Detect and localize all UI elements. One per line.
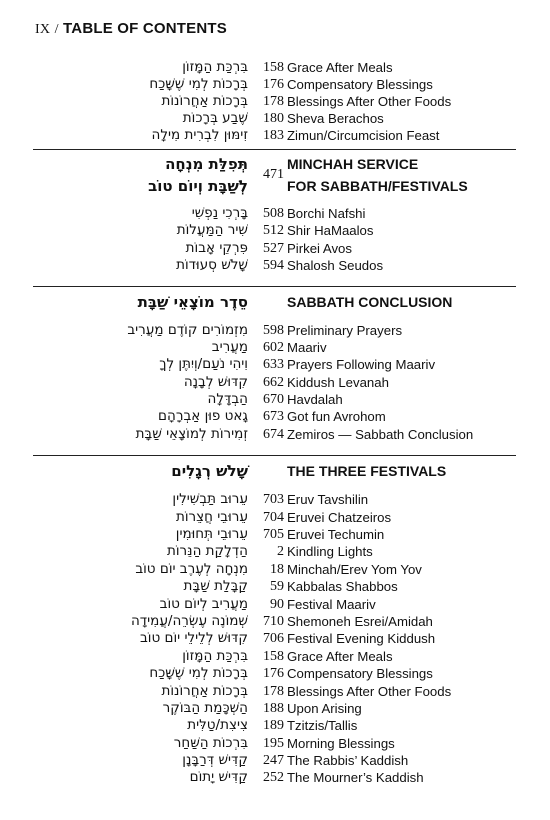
section-header-festivals (0, 460, 550, 482)
section-title-english: MINCHAH SERVICE (287, 156, 419, 172)
section-header-minchah (0, 153, 550, 199)
toc-entry (0, 356, 550, 373)
toc-entry-english: Shir HaMaalos (287, 223, 374, 238)
toc-entry (0, 683, 550, 700)
toc-entry-page: 512 (263, 223, 284, 238)
toc-entry-page: 527 (263, 241, 284, 256)
toc-entry-english: Preliminary Prayers (287, 323, 403, 338)
toc-entry-english: Tzitzis/Tallis (287, 718, 358, 733)
section-divider (33, 455, 516, 456)
toc-entry-english: The Rabbis’ Kaddish (287, 753, 409, 768)
toc-entry-hebrew: בְּרָכוֹת אַחֲרוֹנוֹת (161, 93, 248, 109)
toc-entry-english: Sheva Berachos (287, 111, 384, 126)
toc-entry (0, 110, 550, 127)
page-number: IX (35, 22, 51, 37)
toc-entry (0, 752, 550, 769)
toc-entry-hebrew: בְּרָכוֹת אַחֲרוֹנוֹת (161, 683, 248, 699)
toc-entry-page: 633 (263, 357, 284, 372)
toc-entry-hebrew: קִדּוּשׁ לְבָנָה (183, 374, 248, 390)
toc-entry (0, 93, 550, 110)
toc-entry-hebrew: צִיצִת/טַלִּית (187, 717, 248, 733)
section-page: 471 (263, 167, 284, 182)
section-header-conclusion (0, 291, 550, 313)
toc-entry-hebrew: הַבְדָּלָה (207, 391, 248, 407)
toc-entry-english: Eruv Tavshilin (287, 492, 369, 507)
toc-entry-hebrew: בִּרְכוֹת הַשַּׁחַר (173, 735, 248, 751)
toc-entry-page: 670 (263, 392, 284, 407)
toc-entry-page: 704 (263, 510, 284, 525)
toc-entry-page: 18 (270, 562, 284, 577)
toc-entry-hebrew: בִּרְכַּת הַמָּזוֹן (182, 648, 248, 664)
toc-entry-english: Shemoneh Esrei/Amidah (287, 614, 433, 629)
toc-entry (0, 257, 550, 274)
toc-entry-english: Eruvei Chatzeiros (287, 510, 392, 525)
toc-entry (0, 59, 550, 76)
toc-entry-english: Kiddush Levanah (287, 375, 389, 390)
toc-entry-page: 705 (263, 527, 284, 542)
toc-entry-english: Havdalah (287, 392, 343, 407)
toc-entry-page: 508 (263, 206, 284, 221)
toc-entry-page: 594 (263, 258, 284, 273)
toc-entry (0, 717, 550, 734)
toc-entry (0, 127, 550, 144)
toc-entry-hebrew: וִיהִי נֹעַם/וְיִתֶּן לְךָ (159, 356, 248, 372)
section-title-hebrew-line2: לְשַׁבָּת וְיוֹם טוֹב (148, 177, 248, 195)
toc-entry (0, 526, 550, 543)
toc-entry-hebrew: שְׁמוֹנֶה עֶשְׂרֵה/עֲמִידָה (130, 613, 248, 629)
toc-entry-hebrew: עֵרוּבֵי תְּחוּמִין (175, 526, 248, 542)
toc-entry (0, 613, 550, 630)
toc-entry-hebrew: זְמִירוֹת לְמוֹצָאֵי שַׁבָּת (135, 426, 248, 442)
toc-entry-hebrew: פִּרְקֵי אָבוֹת (185, 240, 248, 256)
page-title: TABLE OF CONTENTS (63, 20, 227, 37)
toc-entry-page: 158 (263, 649, 284, 664)
toc-entry-hebrew: שִׁיר הַמַּעֲלוֹת (176, 222, 248, 238)
section-title-english: SABBATH CONCLUSION (287, 294, 453, 310)
toc-entry-hebrew: שֶׁבַע בְּרָכוֹת (182, 110, 248, 126)
toc-entry-page: 598 (263, 323, 284, 338)
header-separator: / (54, 22, 59, 37)
toc-entry-english: Shalosh Seudos (287, 258, 384, 273)
toc-entry (0, 240, 550, 257)
section-title-hebrew: תְּפִלַּת מִנְחָה (165, 155, 248, 173)
toc-entry-page: 662 (263, 375, 284, 390)
toc-entry (0, 374, 550, 391)
section-title-english-line2: FOR SABBATH/FESTIVALS (287, 178, 468, 194)
toc-entry-english: Borchi Nafshi (287, 206, 366, 221)
section-divider (33, 286, 516, 287)
toc-entry-page: 252 (263, 770, 284, 785)
toc-entry (0, 391, 550, 408)
toc-entry-english: Compensatory Blessings (287, 77, 433, 92)
toc-entry (0, 339, 550, 356)
toc-entry (0, 322, 550, 339)
toc-entry-page: 674 (263, 427, 284, 442)
toc-entry-hebrew: הַדְלָקַת הַנֵּרוֹת (167, 543, 248, 559)
toc-entry-hebrew: זִימּוּן לִבְרִית מִילָה (151, 127, 248, 143)
toc-entry-english: Prayers Following Maariv (287, 357, 436, 372)
toc-entry (0, 76, 550, 93)
toc-entry-hebrew: שָׁלֹשׁ סְעוּדוֹת (176, 257, 248, 273)
toc-entry-english: Upon Arising (287, 701, 362, 716)
toc-entry-english: Kindling Lights (287, 544, 373, 559)
toc-entry-page: 59 (270, 579, 284, 594)
toc-entry-english: Eruvei Techumin (287, 527, 385, 542)
toc-entry-page: 180 (263, 111, 284, 126)
toc-entry (0, 491, 550, 508)
toc-entry-english: Kabbalas Shabbos (287, 579, 398, 594)
toc-entry (0, 578, 550, 595)
toc-entry-english: Festival Maariv (287, 597, 376, 612)
toc-entry (0, 735, 550, 752)
toc-entry-hebrew: עֵרוּב תַּבְשִׁילִין (172, 491, 248, 507)
toc-entry-english: Got fun Avrohom (287, 409, 386, 424)
toc-entry-hebrew: מִזְמוֹרִים קוֹדֶם מַעֲרִיב (127, 322, 248, 338)
toc-entry-hebrew: קַדִּישׁ יָתוֹם (189, 769, 248, 785)
toc-entry-hebrew: בִּרְכַּת הַמָּזוֹן (182, 59, 248, 75)
toc-entry-page: 158 (263, 60, 284, 75)
toc-entry-page: 706 (263, 631, 284, 646)
toc-entry (0, 561, 550, 578)
toc-entry-hebrew: בְּרָכוֹת לְמִי שֶׁשָּׁכַח (149, 76, 248, 92)
toc-entry-hebrew: גָאט פוּן אַבְרָהָם (158, 408, 248, 424)
toc-entry (0, 630, 550, 647)
toc-entry-hebrew: בְּרָכוֹת לְמִי שֶׁשָּׁכַח (149, 665, 248, 681)
toc-entry-page: 176 (263, 666, 284, 681)
toc-entry-hebrew: קִדּוּשׁ לְלֵילֵי יוֹם טוֹב (139, 630, 248, 646)
toc-entry-hebrew: קַדִּישׁ דְּרַבָּנָן (182, 752, 248, 768)
toc-entry-page: 183 (263, 128, 284, 143)
toc-entry-english: Compensatory Blessings (287, 666, 433, 681)
toc-entry (0, 509, 550, 526)
toc-entry-page: 90 (270, 597, 284, 612)
toc-entry (0, 700, 550, 717)
toc-entry (0, 665, 550, 682)
toc-entry-page: 602 (263, 340, 284, 355)
toc-entry-english: Zimun/Circumcision Feast (287, 128, 440, 143)
toc-entry-english: Zemiros — Sabbath Conclusion (287, 427, 474, 442)
toc-entry (0, 222, 550, 239)
toc-entry-hebrew: מִנְחָה לְעֶרֶב יוֹם טוֹב (135, 561, 248, 577)
toc-entry-page: 2 (277, 544, 284, 559)
toc-entry-english: Grace After Meals (287, 60, 393, 75)
toc-entry-page: 195 (263, 736, 284, 751)
toc-entry-hebrew: מַעֲרִיב (211, 339, 248, 355)
toc-entry-english: Pirkei Avos (287, 241, 352, 256)
toc-entry-hebrew: בָּרְכִי נַפְשִׁי (191, 205, 248, 221)
section-divider (33, 149, 516, 150)
toc-entry-page: 178 (263, 684, 284, 699)
toc-entry-english: The Mourner’s Kaddish (287, 770, 424, 785)
toc-entry (0, 426, 550, 443)
toc-entry-page: 176 (263, 77, 284, 92)
toc-entry-hebrew: הַשְׁכָּמַת הַבּוֹקֶר (162, 700, 248, 716)
toc-entry-english: Blessings After Other Foods (287, 94, 452, 109)
toc-entry-english: Grace After Meals (287, 649, 393, 664)
toc-entry-english: Morning Blessings (287, 736, 395, 751)
page-header (35, 20, 227, 40)
toc-entry (0, 596, 550, 613)
toc-entry (0, 769, 550, 786)
toc-entry-hebrew: עֵרוּבֵי חֲצֵרוֹת (176, 509, 248, 525)
section-title-hebrew: שָׁלֹשׁ רְגָלִים (171, 462, 248, 480)
toc-entry-english: Maariv (287, 340, 327, 355)
toc-entry (0, 543, 550, 560)
toc-entry-page: 247 (263, 753, 284, 768)
toc-entry-english: Blessings After Other Foods (287, 684, 452, 699)
toc-entry (0, 408, 550, 425)
section-title-hebrew: סֵדֶר מוֹצָאֵי שַׁבָּת (137, 293, 248, 311)
toc-entry-english: Festival Evening Kiddush (287, 631, 436, 646)
toc-entry-page: 673 (263, 409, 284, 424)
toc-entry (0, 205, 550, 222)
toc-entry-page: 178 (263, 94, 284, 109)
section-title-english: THE THREE FESTIVALS (287, 463, 447, 479)
toc-entry-english: Minchah/Erev Yom Yov (287, 562, 422, 577)
toc-entry-page: 703 (263, 492, 284, 507)
toc-entry-hebrew: קַבָּלַת שַׁבָּת (183, 578, 248, 594)
toc-entry (0, 648, 550, 665)
toc-entry-page: 188 (263, 701, 284, 716)
toc-entry-hebrew: מַעֲרִיב לְיוֹם טוֹב (159, 596, 248, 612)
toc-entry-page: 710 (263, 614, 284, 629)
toc-entry-page: 189 (263, 718, 284, 733)
